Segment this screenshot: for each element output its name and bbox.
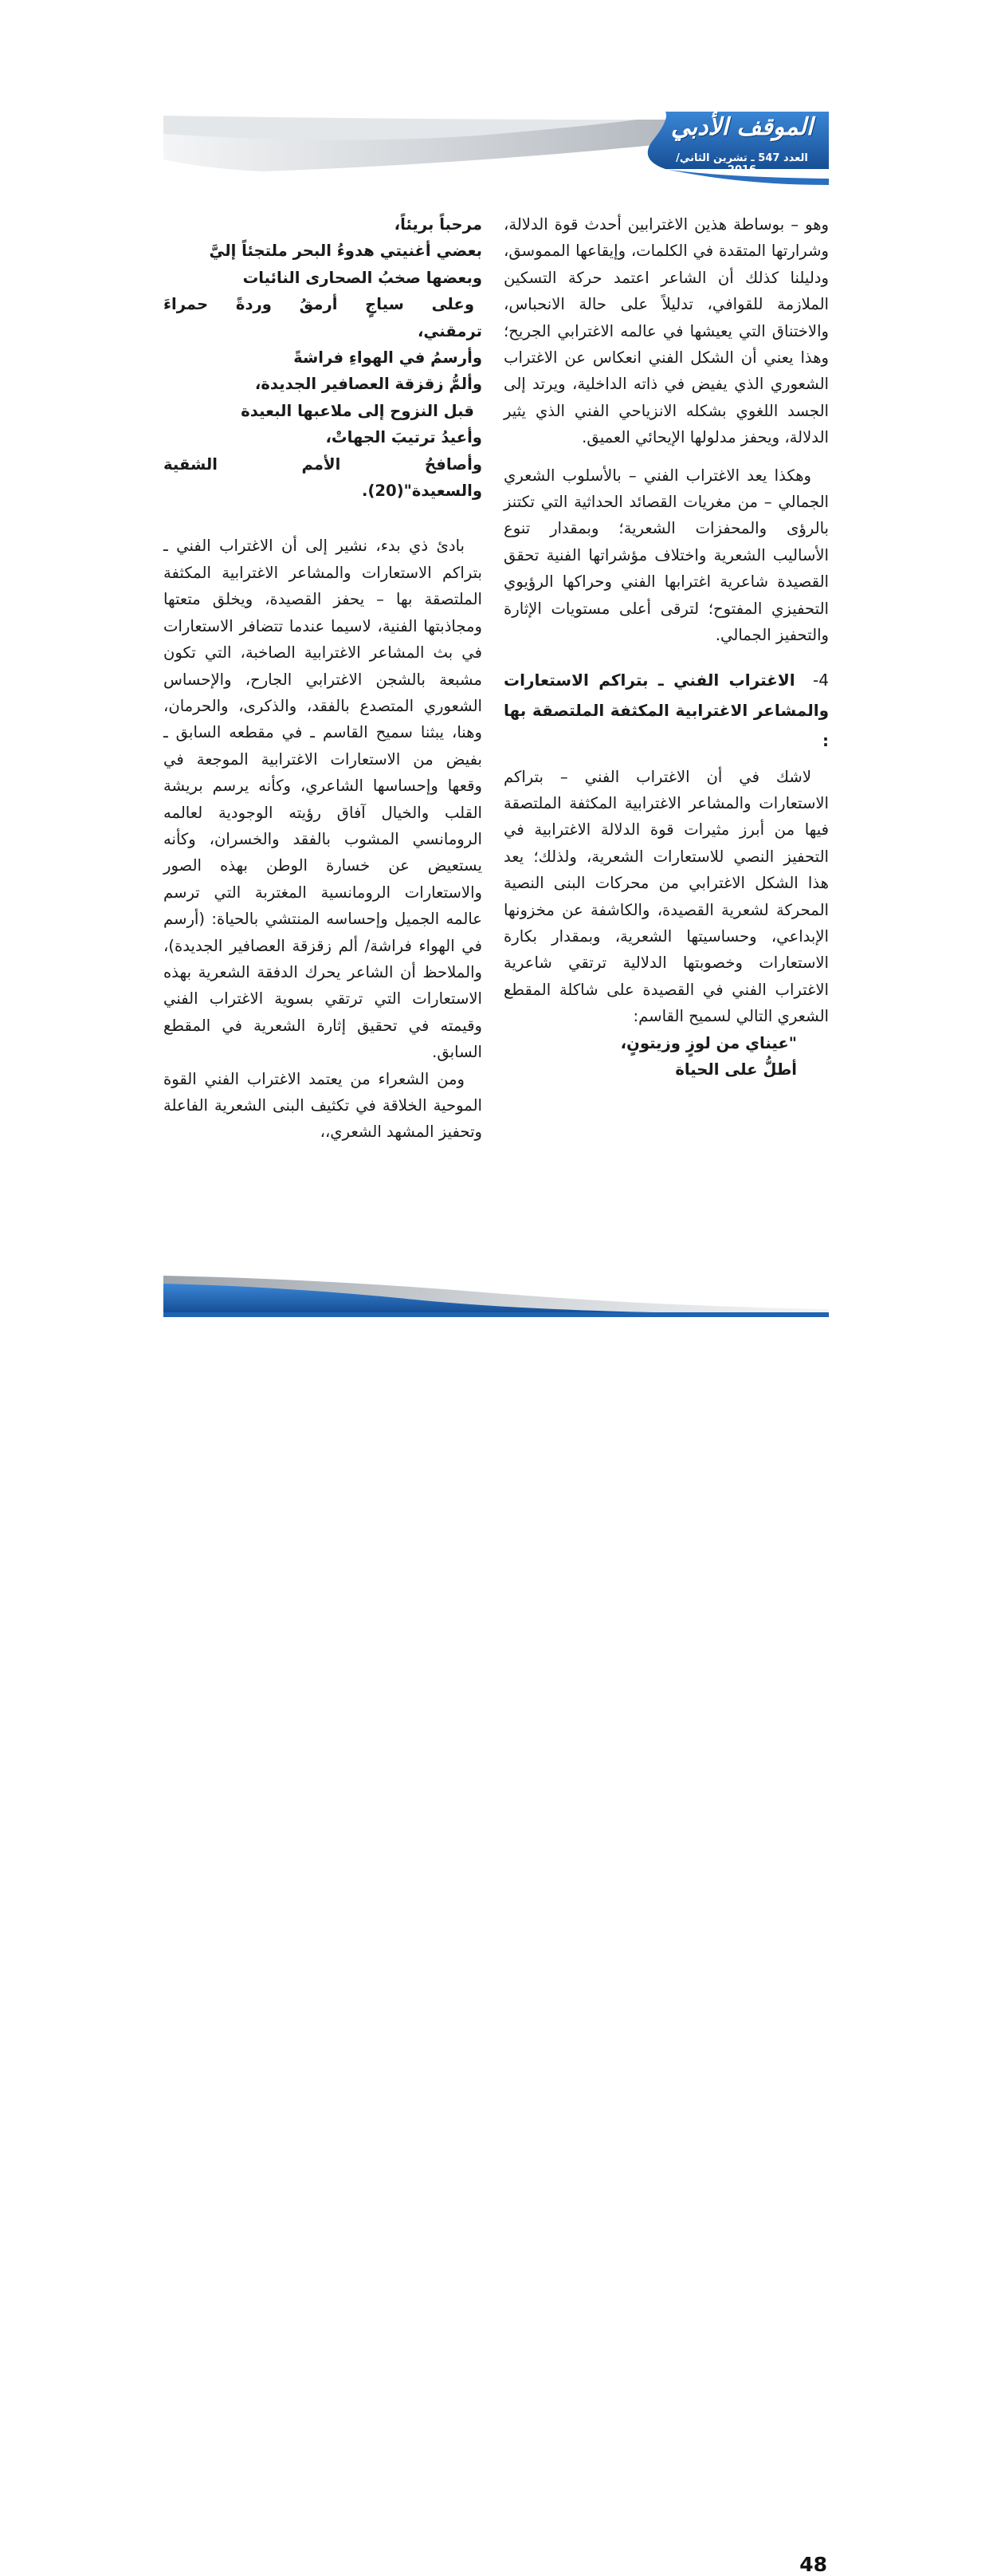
header-swoosh-graphic [0, 0, 989, 207]
poem-line: وألمُّ زقزقة العصافير الجديدة، [254, 375, 482, 394]
body-paragraph: وهكذا يعد الاغتراب الفني – بالأسلوب الشعري الجمالي – من مغريات القصائد الحداثية التي تكتنز بالرؤى والمحفزات الشعرية؛ وبمقدار تنوع الأساليب الشعرية واختلاف مؤشراتها الفنية تحقق القصيدة شاعرية اغترابها الفني وحراكها الرؤيوي التحفيزي المفتوح؛ لترقى أعلى مستويات الإثارة والتحفيز الجمالي. [504, 466, 829, 645]
body-paragraph: ومن الشعراء من يعتمد الاغتراب الفني القوة الموحية الخلاقة في تكثيف البنى الشعرية الفاعلة وتحفيز المشهد الشعري،، [163, 1069, 482, 1142]
header-band [0, 0, 989, 207]
left-column [163, 211, 482, 1146]
footer-swoosh-graphic [0, 1276, 989, 1399]
poem-line: وأعيدُ ترتيبَ الجهاتْ، [325, 428, 482, 447]
magazine-masthead: الموقف الأدبي [670, 113, 814, 141]
body-paragraph: بادئ ذي بدء، نشير إلى أن الاغتراب الفني ـ بتراكم الاستعارات والمشاعر الاغترابية المكثفة الملتصقة بها – يحفز القصيدة، ويخلق متعتها ومجاذبتها الفنية، لاسيما عندما تتضافر الاستعارات في بث المشاعر الاغترابية الصاخبة، التي تكون مشبعة بالشجن الاغترابي الجارح، والإحساس الشعوري المتصدع بالفقد، والذكرى، والحرمان، وهنا، يبثنا سميح القاسم ـ في مقطعه السابق ـ بفيض من الاستعارات الاغترابية الموجعة في وقعها وإحساسها الشاعري، وكأنه يرسم بريشة القلب والخيال آفاق رؤيته الوجودية لعالمه الرومانسي المشوب بالفقد والخسران، وكأنه يستعيض عن خسارة الوطن بهذه الصور والاستعارات الرومانسية المغتربة التي ترسم عالمه الجميل وإحساسه المنتشي بالحياة: (أرسم في الهواء فراشة/ ألم زقزقة العصافير الجديدة)، والملاحظ أن الشاعر يحرك الدفقة الشعرية بهذه الاستعارات التي ترتقي بسوية الاغتراب الفني وقيمته في تحقيق إثارة الشعرية في المقطع السابق. [163, 537, 482, 1062]
section-heading-number: 4- [813, 670, 829, 690]
body-paragraph: وهو – بوساطة هذين الاغترابين أحدث قوة الدلالة، وشرارتها المتقدة في الكلمات، وإيقاعها المموسق، ودليلنا كذلك أن الشاعر اعتمد حركة التسكين الملازمة للقوافي، تدليلاً على حالة الانحباس، والاختناق التي يعيشها في عالمه الاغترابي الجريح؛ وهذا يعني أن الشكل الفني انعكاس عن الاغتراب الشعوري الذي يفيض في ذاته الداخلية، ويرتد إلى الجسد اللغوي بشكله الانزياحي الفني الذي يثير الدلالة، ويحفز مدلولها الإيحائي العميق. [504, 215, 829, 447]
poem-line: وعلى سياجٍ أرمقُ وردةً حمراءَ [163, 295, 474, 314]
poem-line: وبعضها صخبُ الصحارى النائيات [242, 268, 482, 287]
footer-band [0, 1276, 989, 2576]
poem-line: وأرسمُ في الهواءِ فراشةً [293, 348, 482, 368]
poem-line: بعضي أغنيتي هدوءُ البحر ملتجئاً إليَّ [209, 242, 482, 261]
poem-line: والسعيدة"(20). [362, 482, 482, 501]
section-heading-text: الاغتراب الفني ـ بتراكم الاستعارات والمشاعر الاغترابية المكثفة الملتصقة بها : [504, 670, 829, 750]
poem-line: وأصافحُ الأمم الشقية [163, 454, 482, 474]
poem-line: قبل النزوح إلى ملاعبها البعيدة [241, 401, 474, 420]
issue-line: العدد 547 ـ تشرين الثاني/ 2016 [676, 152, 808, 176]
poem-line: "عيناي من لوزٍ وزيتونٍ، [620, 1033, 797, 1052]
section-heading [504, 665, 829, 756]
page-number: 48 [799, 2553, 827, 2576]
right-column [504, 211, 829, 1083]
poem-line: مرحباً بريئاً، [394, 215, 482, 234]
poem-line: ترمقني، [417, 321, 482, 340]
body-paragraph: لاشك في أن الاغتراب الفني – بتراكم الاستعارات والمشاعر الاغترابية المكثفة الملتصقة فيها من أبرز مثيرات قوة الدلالة الاغترابية في التحفيز النصي للاستعارات الشعرية، ولذلك؛ يعد هذا الشكل الاغترابي من محركات البنى النصية المحركة لشعرية القصيدة، والكاشفة عن مخزونها الإبداعي، وحساسيتها الشعرية، وبمقدار بكارة الاستعارات وخصوبتها الدلالية ترتقي شاعرية الاغتراب الفني في القصيدة على شاكلة المقطع الشعري التالي لسميح القاسم: [504, 767, 829, 1026]
poem-line: أطلُّ على الحياة [675, 1060, 797, 1079]
